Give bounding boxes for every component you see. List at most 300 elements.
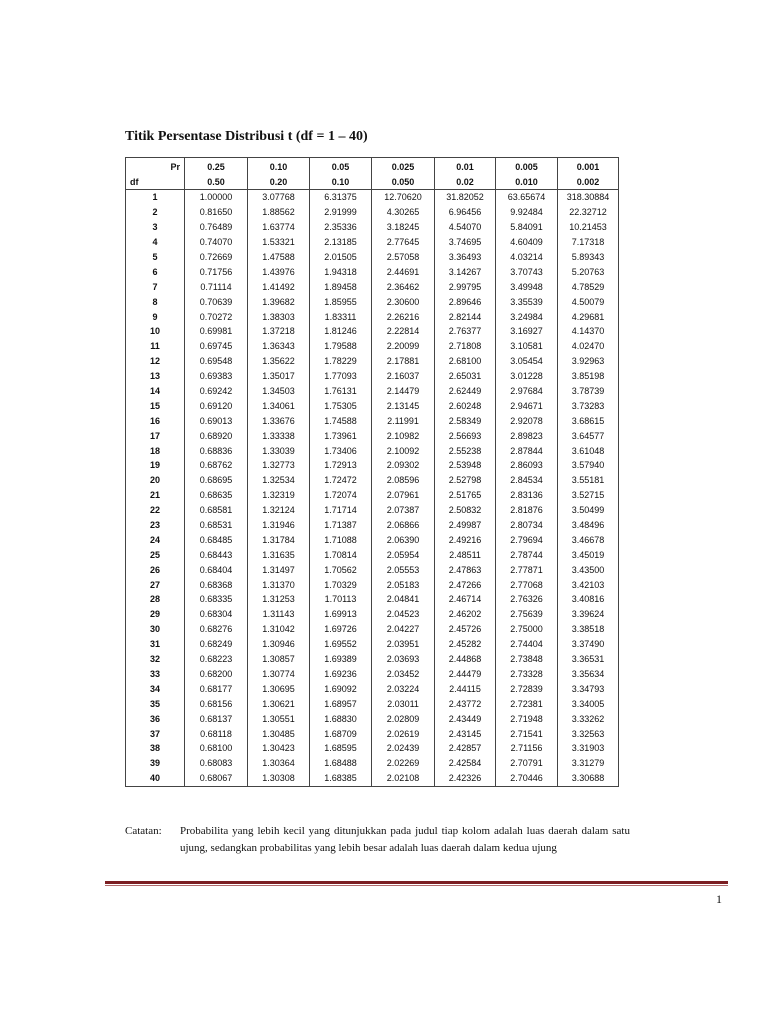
table-cell: 2.44868 — [435, 652, 496, 667]
table-cell: 3.16927 — [496, 324, 558, 339]
table-cell: 3.40816 — [558, 592, 619, 607]
table-cell: 2.92078 — [496, 413, 558, 428]
table-cell: 3.01228 — [496, 369, 558, 384]
table-row — [126, 309, 619, 324]
table-row — [126, 250, 619, 265]
table-cell: 3.34793 — [558, 681, 619, 696]
table-cell: 2.05553 — [372, 562, 435, 577]
table-cell: 0.68920 — [185, 428, 248, 443]
table-cell: 2.45726 — [435, 622, 496, 637]
table-cell: 0.74070 — [185, 235, 248, 250]
table-cell: 2.02439 — [372, 741, 435, 756]
table-row — [126, 294, 619, 309]
table-cell: 2.04523 — [372, 607, 435, 622]
table-cell: 63.65674 — [496, 190, 558, 205]
table-cell: 3.85198 — [558, 369, 619, 384]
table-cell: 2.75000 — [496, 622, 558, 637]
table-cell: 2.80734 — [496, 518, 558, 533]
df-value: 8 — [126, 294, 185, 309]
table-cell: 0.69745 — [185, 339, 248, 354]
table-cell: 1.70562 — [310, 562, 372, 577]
table-cell: 0.68156 — [185, 696, 248, 711]
table-cell: 2.44479 — [435, 667, 496, 682]
note-text: Probabilita yang lebih kecil yang ditunjukkan pada judul tiap kolom adalah luas daerah dalam satu ujung, sedangkan probabilitas yang lebih besar adalah luas daerah dalam kedua ujung — [180, 825, 630, 854]
table-cell: 1.30695 — [248, 681, 310, 696]
table-cell: 1.31946 — [248, 518, 310, 533]
table-cell: 2.46202 — [435, 607, 496, 622]
table-cell: 3.32563 — [558, 726, 619, 741]
table-cell: 2.79694 — [496, 532, 558, 547]
table-cell: 1.33338 — [248, 428, 310, 443]
table-cell: 2.44691 — [372, 264, 435, 279]
table-cell: 2.35336 — [310, 220, 372, 235]
pr-two-tail-cell: 0.02 — [435, 174, 496, 190]
table-cell: 1.34503 — [248, 384, 310, 399]
table-cell: 12.70620 — [372, 190, 435, 205]
table-cell: 0.68581 — [185, 503, 248, 518]
table-cell: 2.50832 — [435, 503, 496, 518]
table-cell: 0.70272 — [185, 309, 248, 324]
table-cell: 2.42584 — [435, 756, 496, 771]
table-cell: 2.03011 — [372, 696, 435, 711]
df-value: 9 — [126, 309, 185, 324]
df-value: 24 — [126, 532, 185, 547]
table-row — [126, 503, 619, 518]
table-cell: 2.52798 — [435, 473, 496, 488]
table-row — [126, 532, 619, 547]
table-cell: 1.30857 — [248, 652, 310, 667]
table-cell: 1.33676 — [248, 413, 310, 428]
table-cell: 1.69913 — [310, 607, 372, 622]
table-row — [126, 398, 619, 413]
table-cell: 2.78744 — [496, 547, 558, 562]
table-cell: 2.47266 — [435, 577, 496, 592]
table-cell: 2.71948 — [496, 711, 558, 726]
table-cell: 2.70791 — [496, 756, 558, 771]
table-cell: 4.14370 — [558, 324, 619, 339]
table-cell: 0.76489 — [185, 220, 248, 235]
table-cell: 1.47588 — [248, 250, 310, 265]
table-cell: 2.75639 — [496, 607, 558, 622]
table-cell: 1.70329 — [310, 577, 372, 592]
table-row — [126, 652, 619, 667]
table-cell: 0.68118 — [185, 726, 248, 741]
pr-label: Pr — [126, 158, 185, 175]
table-cell: 10.21453 — [558, 220, 619, 235]
table-row — [126, 369, 619, 384]
table-cell: 2.83136 — [496, 488, 558, 503]
table-cell: 1.31370 — [248, 577, 310, 592]
table-cell: 1.68385 — [310, 771, 372, 786]
table-cell: 2.09302 — [372, 458, 435, 473]
table-cell: 0.68177 — [185, 681, 248, 696]
table-cell: 2.03452 — [372, 667, 435, 682]
pr-two-tail-cell: 0.20 — [248, 174, 310, 190]
table-cell: 1.31143 — [248, 607, 310, 622]
table-cell: 1.53321 — [248, 235, 310, 250]
pr-two-tail-cell: 0.50 — [185, 174, 248, 190]
table-cell: 1.69726 — [310, 622, 372, 637]
table-row — [126, 428, 619, 443]
table-cell: 3.33262 — [558, 711, 619, 726]
pr-two-tail-cell: 0.050 — [372, 174, 435, 190]
table-cell: 3.73283 — [558, 398, 619, 413]
header-row-two-tail — [126, 174, 619, 190]
table-cell: 2.65031 — [435, 369, 496, 384]
table-cell: 0.69383 — [185, 369, 248, 384]
table-cell: 2.76377 — [435, 324, 496, 339]
table-cell: 0.68695 — [185, 473, 248, 488]
df-value: 6 — [126, 264, 185, 279]
table-cell: 2.05954 — [372, 547, 435, 562]
table-cell: 1.72074 — [310, 488, 372, 503]
table-row — [126, 562, 619, 577]
df-value: 31 — [126, 637, 185, 652]
table-cell: 1.30364 — [248, 756, 310, 771]
table-cell: 3.61048 — [558, 443, 619, 458]
table-cell: 3.30688 — [558, 771, 619, 786]
table-cell: 0.68443 — [185, 547, 248, 562]
table-cell: 3.64577 — [558, 428, 619, 443]
table-cell: 0.71114 — [185, 279, 248, 294]
table-cell: 2.03951 — [372, 637, 435, 652]
table-cell: 2.58349 — [435, 413, 496, 428]
table-cell: 2.04841 — [372, 592, 435, 607]
table-cell: 2.10982 — [372, 428, 435, 443]
table-cell: 2.94671 — [496, 398, 558, 413]
table-row — [126, 726, 619, 741]
table-row — [126, 771, 619, 786]
table-cell: 4.29681 — [558, 309, 619, 324]
table-cell: 2.86093 — [496, 458, 558, 473]
table-row — [126, 667, 619, 682]
df-value: 30 — [126, 622, 185, 637]
table-cell: 3.31279 — [558, 756, 619, 771]
table-cell: 4.50079 — [558, 294, 619, 309]
table-cell: 1.39682 — [248, 294, 310, 309]
table-row — [126, 235, 619, 250]
footnote — [125, 823, 630, 857]
table-cell: 2.36462 — [372, 279, 435, 294]
table-cell: 3.46678 — [558, 532, 619, 547]
table-cell: 3.92963 — [558, 354, 619, 369]
table-cell: 2.30600 — [372, 294, 435, 309]
table-cell: 2.49987 — [435, 518, 496, 533]
table-row — [126, 622, 619, 637]
table-cell: 3.42103 — [558, 577, 619, 592]
table-cell: 2.43772 — [435, 696, 496, 711]
table-cell: 1.30946 — [248, 637, 310, 652]
df-value: 20 — [126, 473, 185, 488]
table-cell: 1.30308 — [248, 771, 310, 786]
table-cell: 1.89458 — [310, 279, 372, 294]
table-cell: 1.32319 — [248, 488, 310, 503]
table-row — [126, 354, 619, 369]
pr-two-tail-cell: 0.002 — [558, 174, 619, 190]
table-cell: 2.71156 — [496, 741, 558, 756]
table-cell: 0.68836 — [185, 443, 248, 458]
table-cell: 2.44115 — [435, 681, 496, 696]
table-cell: 0.69548 — [185, 354, 248, 369]
df-value: 17 — [126, 428, 185, 443]
df-value: 5 — [126, 250, 185, 265]
table-row — [126, 741, 619, 756]
df-value: 10 — [126, 324, 185, 339]
table-cell: 2.06866 — [372, 518, 435, 533]
df-value: 1 — [126, 190, 185, 205]
table-cell: 1.35622 — [248, 354, 310, 369]
table-row — [126, 756, 619, 771]
pr-one-tail-cell: 0.001 — [558, 158, 619, 175]
table-cell: 3.34005 — [558, 696, 619, 711]
df-value: 11 — [126, 339, 185, 354]
table-cell: 1.79588 — [310, 339, 372, 354]
table-cell: 1.69389 — [310, 652, 372, 667]
table-cell: 2.99795 — [435, 279, 496, 294]
df-value: 37 — [126, 726, 185, 741]
note-label: Catatan: — [125, 825, 162, 837]
table-cell: 6.96456 — [435, 205, 496, 220]
table-cell: 1.32773 — [248, 458, 310, 473]
table-row — [126, 696, 619, 711]
df-value: 34 — [126, 681, 185, 696]
table-cell: 2.07387 — [372, 503, 435, 518]
table-cell: 1.43976 — [248, 264, 310, 279]
df-value: 32 — [126, 652, 185, 667]
table-row — [126, 384, 619, 399]
table-cell: 2.97684 — [496, 384, 558, 399]
table-cell: 3.35539 — [496, 294, 558, 309]
df-value: 7 — [126, 279, 185, 294]
df-value: 29 — [126, 607, 185, 622]
df-value: 27 — [126, 577, 185, 592]
table-cell: 0.69981 — [185, 324, 248, 339]
table-cell: 0.81650 — [185, 205, 248, 220]
table-cell: 1.71088 — [310, 532, 372, 547]
table-row — [126, 488, 619, 503]
table-cell: 3.43500 — [558, 562, 619, 577]
table-cell: 2.42326 — [435, 771, 496, 786]
table-cell: 1.71714 — [310, 503, 372, 518]
table-cell: 1.30774 — [248, 667, 310, 682]
table-cell: 0.71756 — [185, 264, 248, 279]
table-cell: 2.14479 — [372, 384, 435, 399]
page-title: Titik Persentase Distribusi t (df = 1 – 40) — [125, 129, 368, 144]
table-cell: 2.56693 — [435, 428, 496, 443]
table-cell: 2.46714 — [435, 592, 496, 607]
table-cell: 2.47863 — [435, 562, 496, 577]
table-cell: 3.38518 — [558, 622, 619, 637]
table-cell: 2.81876 — [496, 503, 558, 518]
table-cell: 1.70814 — [310, 547, 372, 562]
table-cell: 3.50499 — [558, 503, 619, 518]
table-cell: 1.30423 — [248, 741, 310, 756]
table-row — [126, 190, 619, 205]
table-cell: 1.32534 — [248, 473, 310, 488]
df-value: 13 — [126, 369, 185, 384]
df-value: 4 — [126, 235, 185, 250]
table-cell: 2.60248 — [435, 398, 496, 413]
table-cell: 2.11991 — [372, 413, 435, 428]
table-row — [126, 607, 619, 622]
table-cell: 1.68957 — [310, 696, 372, 711]
table-cell: 1.75305 — [310, 398, 372, 413]
table-cell: 3.31903 — [558, 741, 619, 756]
table-cell: 2.13185 — [310, 235, 372, 250]
table-cell: 1.83311 — [310, 309, 372, 324]
table-cell: 1.36343 — [248, 339, 310, 354]
table-cell: 1.73406 — [310, 443, 372, 458]
table-row — [126, 279, 619, 294]
table-cell: 0.68223 — [185, 652, 248, 667]
table-cell: 2.73328 — [496, 667, 558, 682]
table-cell: 2.04227 — [372, 622, 435, 637]
table-row — [126, 339, 619, 354]
table-cell: 1.68488 — [310, 756, 372, 771]
pr-one-tail-cell: 0.10 — [248, 158, 310, 175]
table-cell: 2.08596 — [372, 473, 435, 488]
table-cell: 31.82052 — [435, 190, 496, 205]
table-cell: 1.73961 — [310, 428, 372, 443]
table-cell: 1.72472 — [310, 473, 372, 488]
table-cell: 3.18245 — [372, 220, 435, 235]
table-cell: 2.02108 — [372, 771, 435, 786]
table-row — [126, 473, 619, 488]
table-cell: 2.77645 — [372, 235, 435, 250]
table-cell: 4.54070 — [435, 220, 496, 235]
table-cell: 5.89343 — [558, 250, 619, 265]
table-cell: 7.17318 — [558, 235, 619, 250]
table-cell: 1.32124 — [248, 503, 310, 518]
pr-one-tail-cell: 0.25 — [185, 158, 248, 175]
table-cell: 2.55238 — [435, 443, 496, 458]
table-cell: 2.73848 — [496, 652, 558, 667]
pr-one-tail-cell: 0.01 — [435, 158, 496, 175]
table-cell: 2.84534 — [496, 473, 558, 488]
df-value: 21 — [126, 488, 185, 503]
table-cell: 2.05183 — [372, 577, 435, 592]
table-cell: 0.68404 — [185, 562, 248, 577]
table-row — [126, 547, 619, 562]
table-cell: 0.68067 — [185, 771, 248, 786]
pr-one-tail-cell: 0.025 — [372, 158, 435, 175]
table-cell: 4.78529 — [558, 279, 619, 294]
table-cell: 2.01505 — [310, 250, 372, 265]
table-cell: 0.68485 — [185, 532, 248, 547]
table-cell: 0.68276 — [185, 622, 248, 637]
table-cell: 2.89646 — [435, 294, 496, 309]
table-cell: 1.74588 — [310, 413, 372, 428]
pr-one-tail-cell: 0.005 — [496, 158, 558, 175]
table-cell: 1.31497 — [248, 562, 310, 577]
table-cell: 1.31042 — [248, 622, 310, 637]
df-value: 16 — [126, 413, 185, 428]
pr-one-tail-cell: 0.05 — [310, 158, 372, 175]
table-cell: 4.02470 — [558, 339, 619, 354]
table-row — [126, 324, 619, 339]
table-cell: 1.78229 — [310, 354, 372, 369]
table-cell: 1.71387 — [310, 518, 372, 533]
table-cell: 9.92484 — [496, 205, 558, 220]
table-cell: 0.72669 — [185, 250, 248, 265]
page-number: 1 — [716, 892, 722, 906]
footer-rule — [105, 881, 728, 884]
df-value: 39 — [126, 756, 185, 771]
table-cell: 1.30621 — [248, 696, 310, 711]
table-cell: 1.72913 — [310, 458, 372, 473]
table-cell: 4.03214 — [496, 250, 558, 265]
table-cell: 2.71808 — [435, 339, 496, 354]
table-cell: 1.00000 — [185, 190, 248, 205]
table-cell: 0.68083 — [185, 756, 248, 771]
table-cell: 1.31635 — [248, 547, 310, 562]
table-cell: 3.45019 — [558, 547, 619, 562]
table-cell: 3.55181 — [558, 473, 619, 488]
table-body — [126, 158, 619, 787]
pr-two-tail-cell: 0.010 — [496, 174, 558, 190]
table-row — [126, 443, 619, 458]
df-value: 26 — [126, 562, 185, 577]
table-cell: 1.68830 — [310, 711, 372, 726]
table-cell: 1.69236 — [310, 667, 372, 682]
df-value: 22 — [126, 503, 185, 518]
table-cell: 2.72381 — [496, 696, 558, 711]
table-cell: 3.74695 — [435, 235, 496, 250]
df-value: 38 — [126, 741, 185, 756]
df-value: 19 — [126, 458, 185, 473]
table-cell: 2.77068 — [496, 577, 558, 592]
table-cell: 3.35634 — [558, 667, 619, 682]
table-cell: 0.68635 — [185, 488, 248, 503]
table-cell: 1.69552 — [310, 637, 372, 652]
table-cell: 1.41492 — [248, 279, 310, 294]
table-cell: 0.68304 — [185, 607, 248, 622]
table-cell: 1.68595 — [310, 741, 372, 756]
table-cell: 3.36493 — [435, 250, 496, 265]
table-cell: 1.33039 — [248, 443, 310, 458]
table-cell: 2.62449 — [435, 384, 496, 399]
table-cell: 2.45282 — [435, 637, 496, 652]
df-value: 40 — [126, 771, 185, 786]
table-cell: 2.02269 — [372, 756, 435, 771]
table-cell: 0.68335 — [185, 592, 248, 607]
table-cell: 1.63774 — [248, 220, 310, 235]
table-cell: 1.88562 — [248, 205, 310, 220]
table-cell: 1.30551 — [248, 711, 310, 726]
table-cell: 0.68200 — [185, 667, 248, 682]
table-cell: 2.71541 — [496, 726, 558, 741]
table-cell: 2.51765 — [435, 488, 496, 503]
table-cell: 2.13145 — [372, 398, 435, 413]
table-cell: 2.91999 — [310, 205, 372, 220]
table-row — [126, 220, 619, 235]
table-cell: 2.77871 — [496, 562, 558, 577]
table-cell: 2.57058 — [372, 250, 435, 265]
table-cell: 2.87844 — [496, 443, 558, 458]
table-row — [126, 205, 619, 220]
table-cell: 1.35017 — [248, 369, 310, 384]
table-cell: 1.81246 — [310, 324, 372, 339]
table-cell: 0.68531 — [185, 518, 248, 533]
table-cell: 2.53948 — [435, 458, 496, 473]
df-label: df — [126, 174, 185, 190]
table-cell: 1.37218 — [248, 324, 310, 339]
table-cell: 2.89823 — [496, 428, 558, 443]
table-cell: 3.70743 — [496, 264, 558, 279]
table-cell: 3.37490 — [558, 637, 619, 652]
table-cell: 2.70446 — [496, 771, 558, 786]
table-cell: 2.06390 — [372, 532, 435, 547]
